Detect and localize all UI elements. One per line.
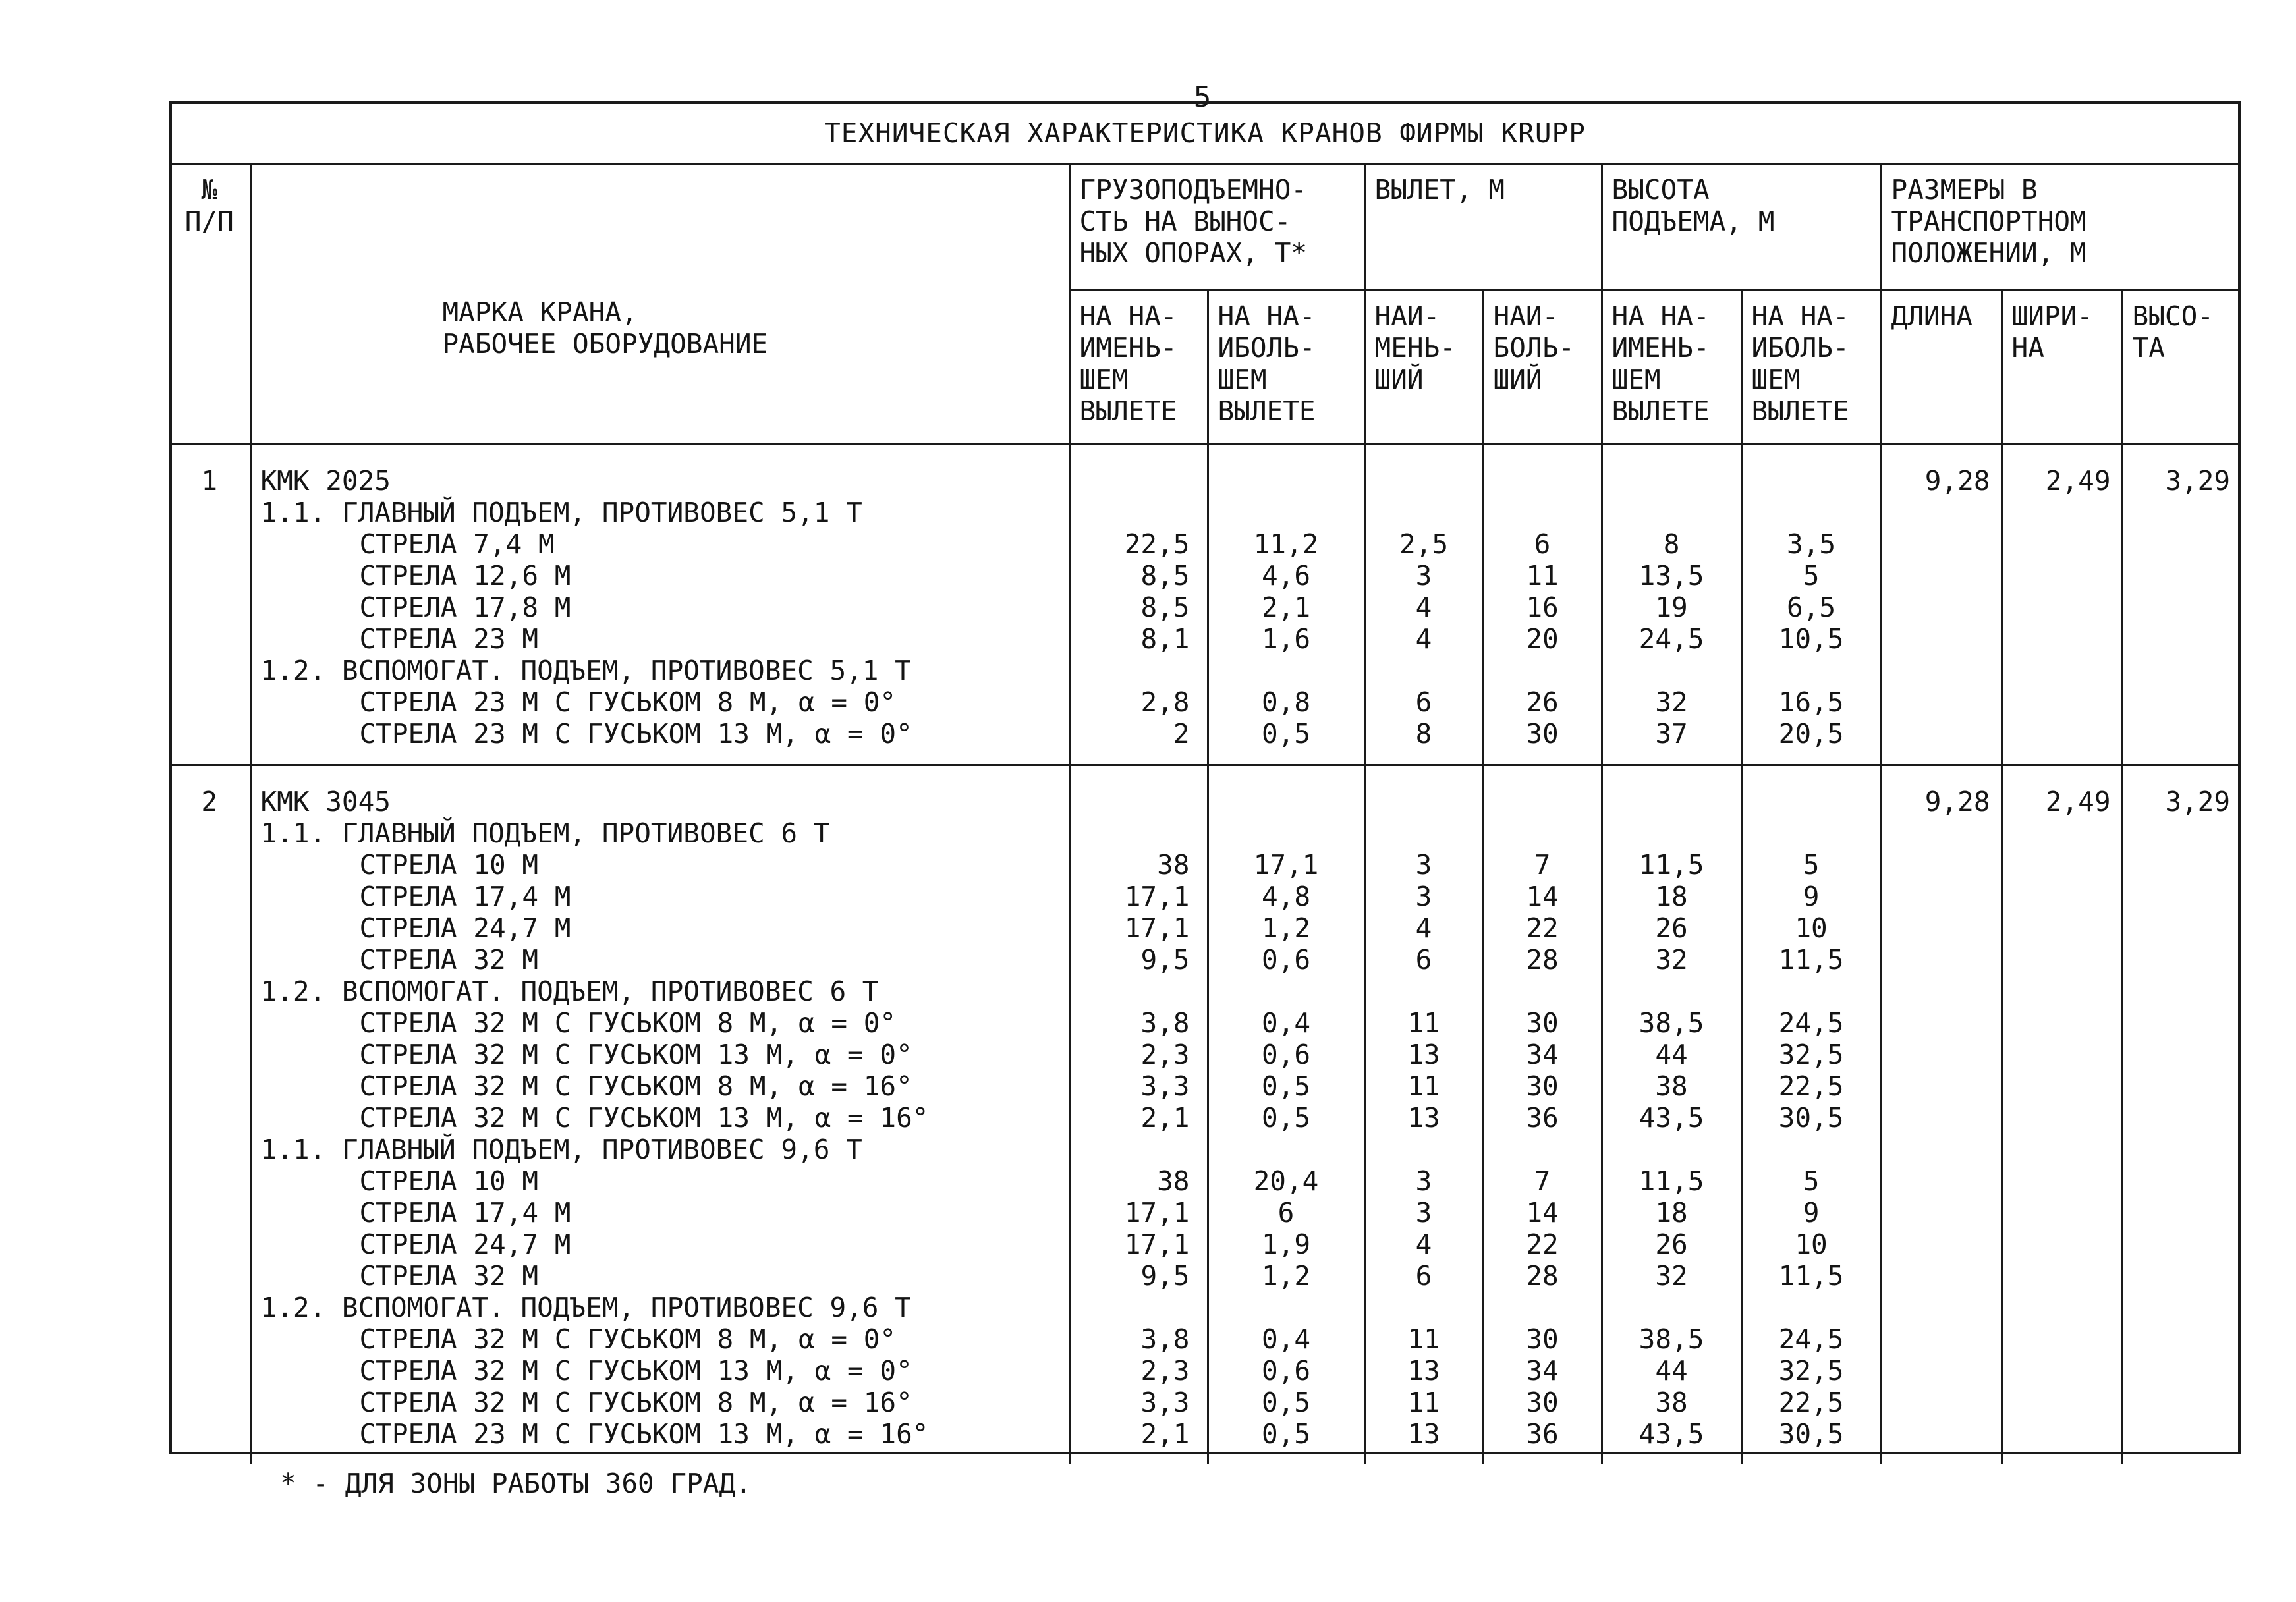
capacity-min-reach-value — [1071, 655, 1207, 686]
column-capacity-max-reach — [1208, 765, 1364, 1464]
height-max-reach-value: 22,5 — [1778, 1070, 1844, 1102]
reach-max-value: 26 — [1526, 686, 1559, 718]
reach-max-value: 14 — [1526, 880, 1559, 912]
height-max-reach-value: 11,5 — [1778, 1259, 1844, 1292]
reach-max-value — [1484, 976, 1601, 1007]
capacity-max-reach-value: 0,6 — [1261, 943, 1311, 976]
height-max-reach-value: 24,5 — [1778, 1007, 1844, 1039]
capacity-max-reach-value: 1,2 — [1261, 912, 1311, 944]
height-min-reach-value — [1603, 786, 1741, 817]
reach-max-value: 28 — [1526, 943, 1559, 976]
reach-max-value: 6 — [1534, 528, 1551, 560]
capacity-min-reach-value: 3,8 — [1140, 1007, 1190, 1039]
page-number: 5 — [1094, 78, 1311, 117]
height-max-reach-value: 24,5 — [1778, 1323, 1844, 1355]
height-max-reach-value: 6,5 — [1787, 591, 1836, 623]
capacity-min-reach-value: 17,1 — [1124, 880, 1190, 912]
capacity-max-reach-value: 4,6 — [1261, 559, 1311, 592]
capacity-max-reach-value: 6 — [1277, 1196, 1295, 1229]
reach-max-value: 30 — [1526, 1007, 1559, 1039]
crane-spec-table — [169, 165, 2241, 1464]
capacity-min-reach-value: 3,3 — [1140, 1070, 1190, 1102]
boom-config-label: СТРЕЛА 23 М С ГУСЬКОМ 13 М, α = 0° — [359, 717, 912, 750]
boom-config-label: СТРЕЛА 32 М С ГУСЬКОМ 13 М, α = 16° — [359, 1101, 929, 1134]
capacity-max-reach-value — [1209, 1292, 1364, 1323]
boom-config-label: СТРЕЛА 24,7 М — [359, 912, 571, 944]
capacity-max-reach-value — [1209, 465, 1364, 497]
reach-min-value: 3 — [1415, 880, 1432, 912]
column-height-min-reach — [1602, 444, 1741, 765]
height-max-reach-value: 16,5 — [1778, 686, 1844, 718]
capacity-max-reach-value: 0,8 — [1261, 686, 1311, 718]
reach-max-value: 7 — [1534, 848, 1551, 881]
capacity-min-reach-value — [1071, 976, 1207, 1007]
reach-max-value: 16 — [1526, 591, 1559, 623]
height-max-reach-value: 5 — [1803, 559, 1820, 592]
height-max-reach-value: 22,5 — [1778, 1386, 1844, 1418]
reach-min-value: 11 — [1407, 1386, 1440, 1418]
boom-config-label: СТРЕЛА 23 М С ГУСЬКОМ 8 М, α = 0° — [359, 686, 897, 718]
transport-width-value: 2,49 — [2045, 785, 2111, 817]
capacity-max-reach-value — [1209, 976, 1364, 1007]
reach-min-value — [1366, 1134, 1482, 1165]
column-reach-min — [1364, 444, 1483, 765]
column-capacity-max-reach — [1208, 444, 1364, 765]
height-min-reach-value: 24,5 — [1638, 622, 1704, 655]
capacity-max-reach-value: 0,6 — [1261, 1354, 1311, 1387]
capacity-max-reach-value: 0,5 — [1261, 1101, 1311, 1134]
height-max-reach-value: 20,5 — [1778, 717, 1844, 750]
height-min-reach-value — [1603, 497, 1741, 528]
capacity-max-reach-value: 17,1 — [1253, 848, 1319, 881]
height-max-reach-value — [1743, 1292, 1880, 1323]
transport-width-value: 2,49 — [2045, 464, 2111, 497]
column-reach-min — [1364, 765, 1483, 1464]
capacity-max-reach-value: 0,4 — [1261, 1323, 1311, 1355]
transport-width — [2002, 444, 2122, 765]
reach-min-value — [1366, 655, 1482, 686]
height-max-reach-value — [1743, 786, 1880, 817]
reach-min-value: 4 — [1415, 912, 1432, 944]
reach-min-value: 11 — [1407, 1007, 1440, 1039]
column-reach-max — [1483, 765, 1602, 1464]
reach-max-value: 36 — [1526, 1101, 1559, 1134]
height-max-reach-value: 11,5 — [1778, 943, 1844, 976]
capacity-max-reach-value — [1209, 1134, 1364, 1165]
capacity-max-reach-value: 1,2 — [1261, 1259, 1311, 1292]
crane-block — [169, 444, 2241, 765]
reach-min-value — [1366, 1292, 1482, 1323]
reach-max-value: 36 — [1526, 1418, 1559, 1450]
capacity-min-reach-value — [1071, 465, 1207, 497]
crane-number — [169, 444, 250, 765]
boom-config-label: СТРЕЛА 32 М С ГУСЬКОМ 8 М, α = 0° — [359, 1007, 897, 1039]
reach-max-value — [1484, 786, 1601, 817]
height-min-reach-value — [1603, 817, 1741, 849]
capacity-min-reach-value: 38 — [1157, 1165, 1190, 1197]
crane-section-label: 1.2. ВСПОМОГАТ. ПОДЪЕМ, ПРОТИВОВЕС 9,6 Т — [260, 1291, 911, 1323]
capacity-min-reach-value: 8,5 — [1140, 559, 1190, 592]
capacity-max-reach-value: 20,4 — [1253, 1165, 1319, 1197]
boom-config-label: СТРЕЛА 32 М С ГУСЬКОМ 8 М, α = 0° — [359, 1323, 897, 1355]
boom-config-label: СТРЕЛА 7,4 М — [359, 528, 555, 560]
crane-number — [169, 765, 250, 1464]
boom-config-label: СТРЕЛА 24,7 М — [359, 1228, 571, 1260]
capacity-min-reach-value: 17,1 — [1124, 1228, 1190, 1260]
height-min-reach-value: 18 — [1655, 1196, 1688, 1229]
capacity-min-reach-value: 9,5 — [1140, 1259, 1190, 1292]
height-min-reach-value: 13,5 — [1638, 559, 1704, 592]
height-max-reach-value: 30,5 — [1778, 1101, 1844, 1134]
capacity-min-reach-value — [1071, 786, 1207, 817]
capacity-max-reach-value: 0,6 — [1261, 1038, 1311, 1070]
footnote: * - ДЛЯ ЗОНЫ РАБОТЫ 360 ГРАД. — [280, 1468, 752, 1499]
reach-max-value: 30 — [1526, 1386, 1559, 1418]
capacity-min-reach-value — [1071, 1134, 1207, 1165]
transport-length — [1881, 444, 2002, 765]
transport-length-value: 9,28 — [1924, 785, 1990, 817]
capacity-max-reach-value: 2,1 — [1261, 591, 1311, 623]
capacity-min-reach-value: 3,8 — [1140, 1323, 1190, 1355]
reach-max-value: 11 — [1526, 559, 1559, 592]
column-capacity-min-reach — [1069, 444, 1208, 765]
reach-max-value: 22 — [1526, 1228, 1559, 1260]
transport-height — [2122, 765, 2241, 1464]
reach-max-value — [1484, 465, 1601, 497]
height-max-reach-value: 3,5 — [1787, 528, 1836, 560]
reach-max-value: 28 — [1526, 1259, 1559, 1292]
height-min-reach-value: 44 — [1655, 1354, 1688, 1387]
reach-max-value: 7 — [1534, 1165, 1551, 1197]
reach-min-value: 3 — [1415, 848, 1432, 881]
reach-min-value — [1366, 976, 1482, 1007]
capacity-min-reach-value: 2,3 — [1140, 1354, 1190, 1387]
height-max-reach-value: 9 — [1803, 1196, 1820, 1229]
reach-min-value: 4 — [1415, 1228, 1432, 1260]
reach-min-value: 3 — [1415, 1196, 1432, 1229]
height-max-reach-value — [1743, 1134, 1880, 1165]
reach-min-value: 13 — [1407, 1038, 1440, 1070]
boom-config-label: СТРЕЛА 17,4 М — [359, 1196, 571, 1229]
boom-config-label: СТРЕЛА 32 М С ГУСЬКОМ 13 М, α = 0° — [359, 1038, 912, 1070]
capacity-min-reach-value: 8,5 — [1140, 591, 1190, 623]
height-max-reach-value — [1743, 655, 1880, 686]
crane-number-value: 2 — [201, 785, 218, 817]
column-reach-max — [1483, 444, 1602, 765]
header-crane-mark: МАРКА КРАНА, РАБОЧЕЕ ОБОРУДОВАНИЕ — [250, 165, 1069, 444]
reach-max-value: 20 — [1526, 622, 1559, 655]
capacity-min-reach-value: 38 — [1157, 848, 1190, 881]
height-min-reach-value: 32 — [1655, 686, 1688, 718]
crane-section-label: КМК 3045 — [260, 785, 391, 817]
reach-min-value: 11 — [1407, 1323, 1440, 1355]
boom-config-label: СТРЕЛА 32 М С ГУСЬКОМ 13 М, α = 0° — [359, 1354, 912, 1387]
height-min-reach-value: 38 — [1655, 1070, 1688, 1102]
column-capacity-min-reach — [1069, 765, 1208, 1464]
crane-section-label: КМК 2025 — [260, 464, 391, 497]
header-height-max-reach: НА НА- ИБОЛЬ- ШЕМ ВЫЛЕТЕ — [1741, 290, 1881, 444]
capacity-min-reach-value: 22,5 — [1124, 528, 1190, 560]
capacity-max-reach-value: 0,5 — [1261, 1070, 1311, 1102]
reach-max-value: 30 — [1526, 717, 1559, 750]
capacity-max-reach-value: 0,5 — [1261, 717, 1311, 750]
reach-min-value: 6 — [1415, 686, 1432, 718]
boom-config-label: СТРЕЛА 32 М — [359, 943, 539, 976]
capacity-max-reach-value — [1209, 655, 1364, 686]
crane-section-label: 1.1. ГЛАВНЫЙ ПОДЪЕМ, ПРОТИВОВЕС 9,6 Т — [260, 1133, 862, 1165]
reach-min-value — [1366, 786, 1482, 817]
reach-min-value: 3 — [1415, 559, 1432, 592]
crane-section-label: 1.1. ГЛАВНЫЙ ПОДЪЕМ, ПРОТИВОВЕС 6 Т — [260, 817, 830, 849]
reach-min-value — [1366, 497, 1482, 528]
height-min-reach-value: 43,5 — [1638, 1101, 1704, 1134]
transport-height-value: 3,29 — [2165, 785, 2231, 817]
reach-max-value: 30 — [1526, 1323, 1559, 1355]
height-min-reach-value: 38,5 — [1638, 1007, 1704, 1039]
boom-config-label: СТРЕЛА 10 М — [359, 848, 539, 881]
capacity-min-reach-value: 2,3 — [1140, 1038, 1190, 1070]
header-lift-height: ВЫСОТА ПОДЪЕМА, М — [1602, 165, 1881, 290]
boom-config-label: СТРЕЛА 17,4 М — [359, 880, 571, 912]
reach-min-value — [1366, 817, 1482, 849]
height-max-reach-value — [1743, 497, 1880, 528]
reach-min-value: 6 — [1415, 1259, 1432, 1292]
height-max-reach-value: 32,5 — [1778, 1038, 1844, 1070]
height-max-reach-value: 10 — [1795, 912, 1828, 944]
header-reach-min: НАИ- МЕНЬ- ШИЙ — [1364, 290, 1483, 444]
boom-config-label: СТРЕЛА 17,8 М — [359, 591, 571, 623]
reach-min-value: 2,5 — [1399, 528, 1449, 560]
height-max-reach-value: 32,5 — [1778, 1354, 1844, 1387]
boom-config-label: СТРЕЛА 32 М С ГУСЬКОМ 8 М, α = 16° — [359, 1070, 912, 1102]
capacity-min-reach-value — [1071, 497, 1207, 528]
height-max-reach-value: 5 — [1803, 848, 1820, 881]
crane-section-label: 1.1. ГЛАВНЫЙ ПОДЪЕМ, ПРОТИВОВЕС 5,1 Т — [260, 496, 862, 528]
capacity-max-reach-value — [1209, 817, 1364, 849]
reach-max-value: 34 — [1526, 1038, 1559, 1070]
height-max-reach-value — [1743, 976, 1880, 1007]
capacity-max-reach-value: 11,2 — [1253, 528, 1319, 560]
transport-height — [2122, 444, 2241, 765]
height-max-reach-value: 30,5 — [1778, 1418, 1844, 1450]
capacity-max-reach-value: 1,6 — [1261, 622, 1311, 655]
reach-min-value: 6 — [1415, 943, 1432, 976]
reach-max-value — [1484, 817, 1601, 849]
boom-config-label: СТРЕЛА 32 М — [359, 1259, 539, 1292]
transport-length — [1881, 765, 2002, 1464]
capacity-max-reach-value: 0,5 — [1261, 1386, 1311, 1418]
capacity-max-reach-value — [1209, 786, 1364, 817]
capacity-max-reach-value: 0,5 — [1261, 1418, 1311, 1450]
boom-config-label: СТРЕЛА 12,6 М — [359, 559, 571, 592]
reach-max-value — [1484, 1292, 1601, 1323]
capacity-min-reach-value — [1071, 1292, 1207, 1323]
crane-equipment-list — [250, 444, 1069, 765]
height-min-reach-value: 44 — [1655, 1038, 1688, 1070]
header-reach-max: НАИ- БОЛЬ- ШИЙ — [1483, 290, 1602, 444]
boom-config-label: СТРЕЛА 10 М — [359, 1165, 539, 1197]
reach-max-value — [1484, 1134, 1601, 1165]
transport-width — [2002, 765, 2122, 1464]
transport-height-value: 3,29 — [2165, 464, 2231, 497]
height-max-reach-value: 9 — [1803, 880, 1820, 912]
table-title: ТЕХНИЧЕСКАЯ ХАРАКТЕРИСТИКА КРАНОВ ФИРМЫ KRUPP — [169, 101, 2241, 165]
crane-block — [169, 765, 2241, 1464]
reach-min-value: 4 — [1415, 622, 1432, 655]
boom-config-label: СТРЕЛА 23 М С ГУСЬКОМ 13 М, α = 16° — [359, 1418, 929, 1450]
reach-max-value: 14 — [1526, 1196, 1559, 1229]
reach-min-value: 3 — [1415, 1165, 1432, 1197]
reach-max-value: 34 — [1526, 1354, 1559, 1387]
capacity-min-reach-value — [1071, 817, 1207, 849]
capacity-max-reach-value: 4,8 — [1261, 880, 1311, 912]
capacity-min-reach-value: 9,5 — [1140, 943, 1190, 976]
height-max-reach-value — [1743, 817, 1880, 849]
header-reach: ВЫЛЕТ, М — [1364, 165, 1602, 290]
header-capacity-max-reach: НА НА- ИБОЛЬ- ШЕМ ВЫЛЕТЕ — [1208, 290, 1364, 444]
height-min-reach-value: 38,5 — [1638, 1323, 1704, 1355]
reach-min-value: 4 — [1415, 591, 1432, 623]
header-capacity: ГРУЗОПОДЪЕМНО- СТЬ НА ВЫНОС- НЫХ ОПОРАХ, Т* — [1069, 165, 1364, 290]
reach-min-value: 11 — [1407, 1070, 1440, 1102]
reach-min-value: 13 — [1407, 1354, 1440, 1387]
capacity-max-reach-value: 1,9 — [1261, 1228, 1311, 1260]
height-max-reach-value: 10 — [1795, 1228, 1828, 1260]
header-width: ШИРИ- НА — [2002, 290, 2122, 444]
header-capacity-min-reach: НА НА- ИМЕНЬ- ШЕМ ВЫЛЕТЕ — [1069, 290, 1208, 444]
crane-number-value: 1 — [201, 464, 218, 497]
height-min-reach-value — [1603, 1134, 1741, 1165]
capacity-min-reach-value: 2,1 — [1140, 1101, 1190, 1134]
header-height-min-reach: НА НА- ИМЕНЬ- ШЕМ ВЫЛЕТЕ — [1602, 290, 1741, 444]
capacity-max-reach-value — [1209, 497, 1364, 528]
reach-min-value: 13 — [1407, 1418, 1440, 1450]
height-min-reach-value: 26 — [1655, 1228, 1688, 1260]
reach-min-value: 8 — [1415, 717, 1432, 750]
header-height: ВЫСО- ТА — [2122, 290, 2241, 444]
height-max-reach-value: 5 — [1803, 1165, 1820, 1197]
transport-length-value: 9,28 — [1924, 464, 1990, 497]
column-height-max-reach — [1741, 444, 1881, 765]
crane-section-label: 1.2. ВСПОМОГАТ. ПОДЪЕМ, ПРОТИВОВЕС 5,1 Т — [260, 654, 911, 686]
reach-min-value: 13 — [1407, 1101, 1440, 1134]
height-min-reach-value — [1603, 465, 1741, 497]
capacity-min-reach-value: 17,1 — [1124, 912, 1190, 944]
capacity-min-reach-value: 2 — [1173, 717, 1190, 750]
column-height-max-reach — [1741, 765, 1881, 1464]
height-min-reach-value: 43,5 — [1638, 1418, 1704, 1450]
height-min-reach-value: 8 — [1663, 528, 1680, 560]
height-min-reach-value: 37 — [1655, 717, 1688, 750]
height-min-reach-value: 32 — [1655, 943, 1688, 976]
height-min-reach-value: 32 — [1655, 1259, 1688, 1292]
height-min-reach-value: 38 — [1655, 1386, 1688, 1418]
height-min-reach-value: 11,5 — [1638, 848, 1704, 881]
height-min-reach-value: 19 — [1655, 591, 1688, 623]
reach-min-value — [1366, 465, 1482, 497]
reach-max-value — [1484, 497, 1601, 528]
header-transport-dimensions: РАЗМЕРЫ В ТРАНСПОРТНОМ ПОЛОЖЕНИИ, М — [1881, 165, 2241, 290]
capacity-min-reach-value: 8,1 — [1140, 622, 1190, 655]
height-min-reach-value: 18 — [1655, 880, 1688, 912]
boom-config-label: СТРЕЛА 23 М — [359, 622, 539, 655]
height-min-reach-value — [1603, 1292, 1741, 1323]
column-height-min-reach — [1602, 765, 1741, 1464]
height-min-reach-value: 11,5 — [1638, 1165, 1704, 1197]
crane-spec-sheet — [169, 101, 2241, 1464]
boom-config-label: СТРЕЛА 32 М С ГУСЬКОМ 8 М, α = 16° — [359, 1386, 912, 1418]
crane-equipment-list — [250, 765, 1069, 1464]
capacity-min-reach-value: 2,1 — [1140, 1418, 1190, 1450]
crane-table-body — [169, 444, 2241, 1464]
height-min-reach-value — [1603, 976, 1741, 1007]
reach-max-value: 30 — [1526, 1070, 1559, 1102]
crane-section-label: 1.2. ВСПОМОГАТ. ПОДЪЕМ, ПРОТИВОВЕС 6 Т — [260, 975, 879, 1007]
height-min-reach-value — [1603, 655, 1741, 686]
capacity-min-reach-value: 17,1 — [1124, 1196, 1190, 1229]
height-max-reach-value — [1743, 465, 1880, 497]
reach-max-value: 22 — [1526, 912, 1559, 944]
capacity-min-reach-value: 3,3 — [1140, 1386, 1190, 1418]
height-min-reach-value: 26 — [1655, 912, 1688, 944]
height-max-reach-value: 10,5 — [1778, 622, 1844, 655]
header-length: ДЛИНА — [1881, 290, 2002, 444]
capacity-min-reach-value: 2,8 — [1140, 686, 1190, 718]
capacity-max-reach-value: 0,4 — [1261, 1007, 1311, 1039]
header-number: № П/П — [169, 165, 250, 444]
reach-max-value — [1484, 655, 1601, 686]
